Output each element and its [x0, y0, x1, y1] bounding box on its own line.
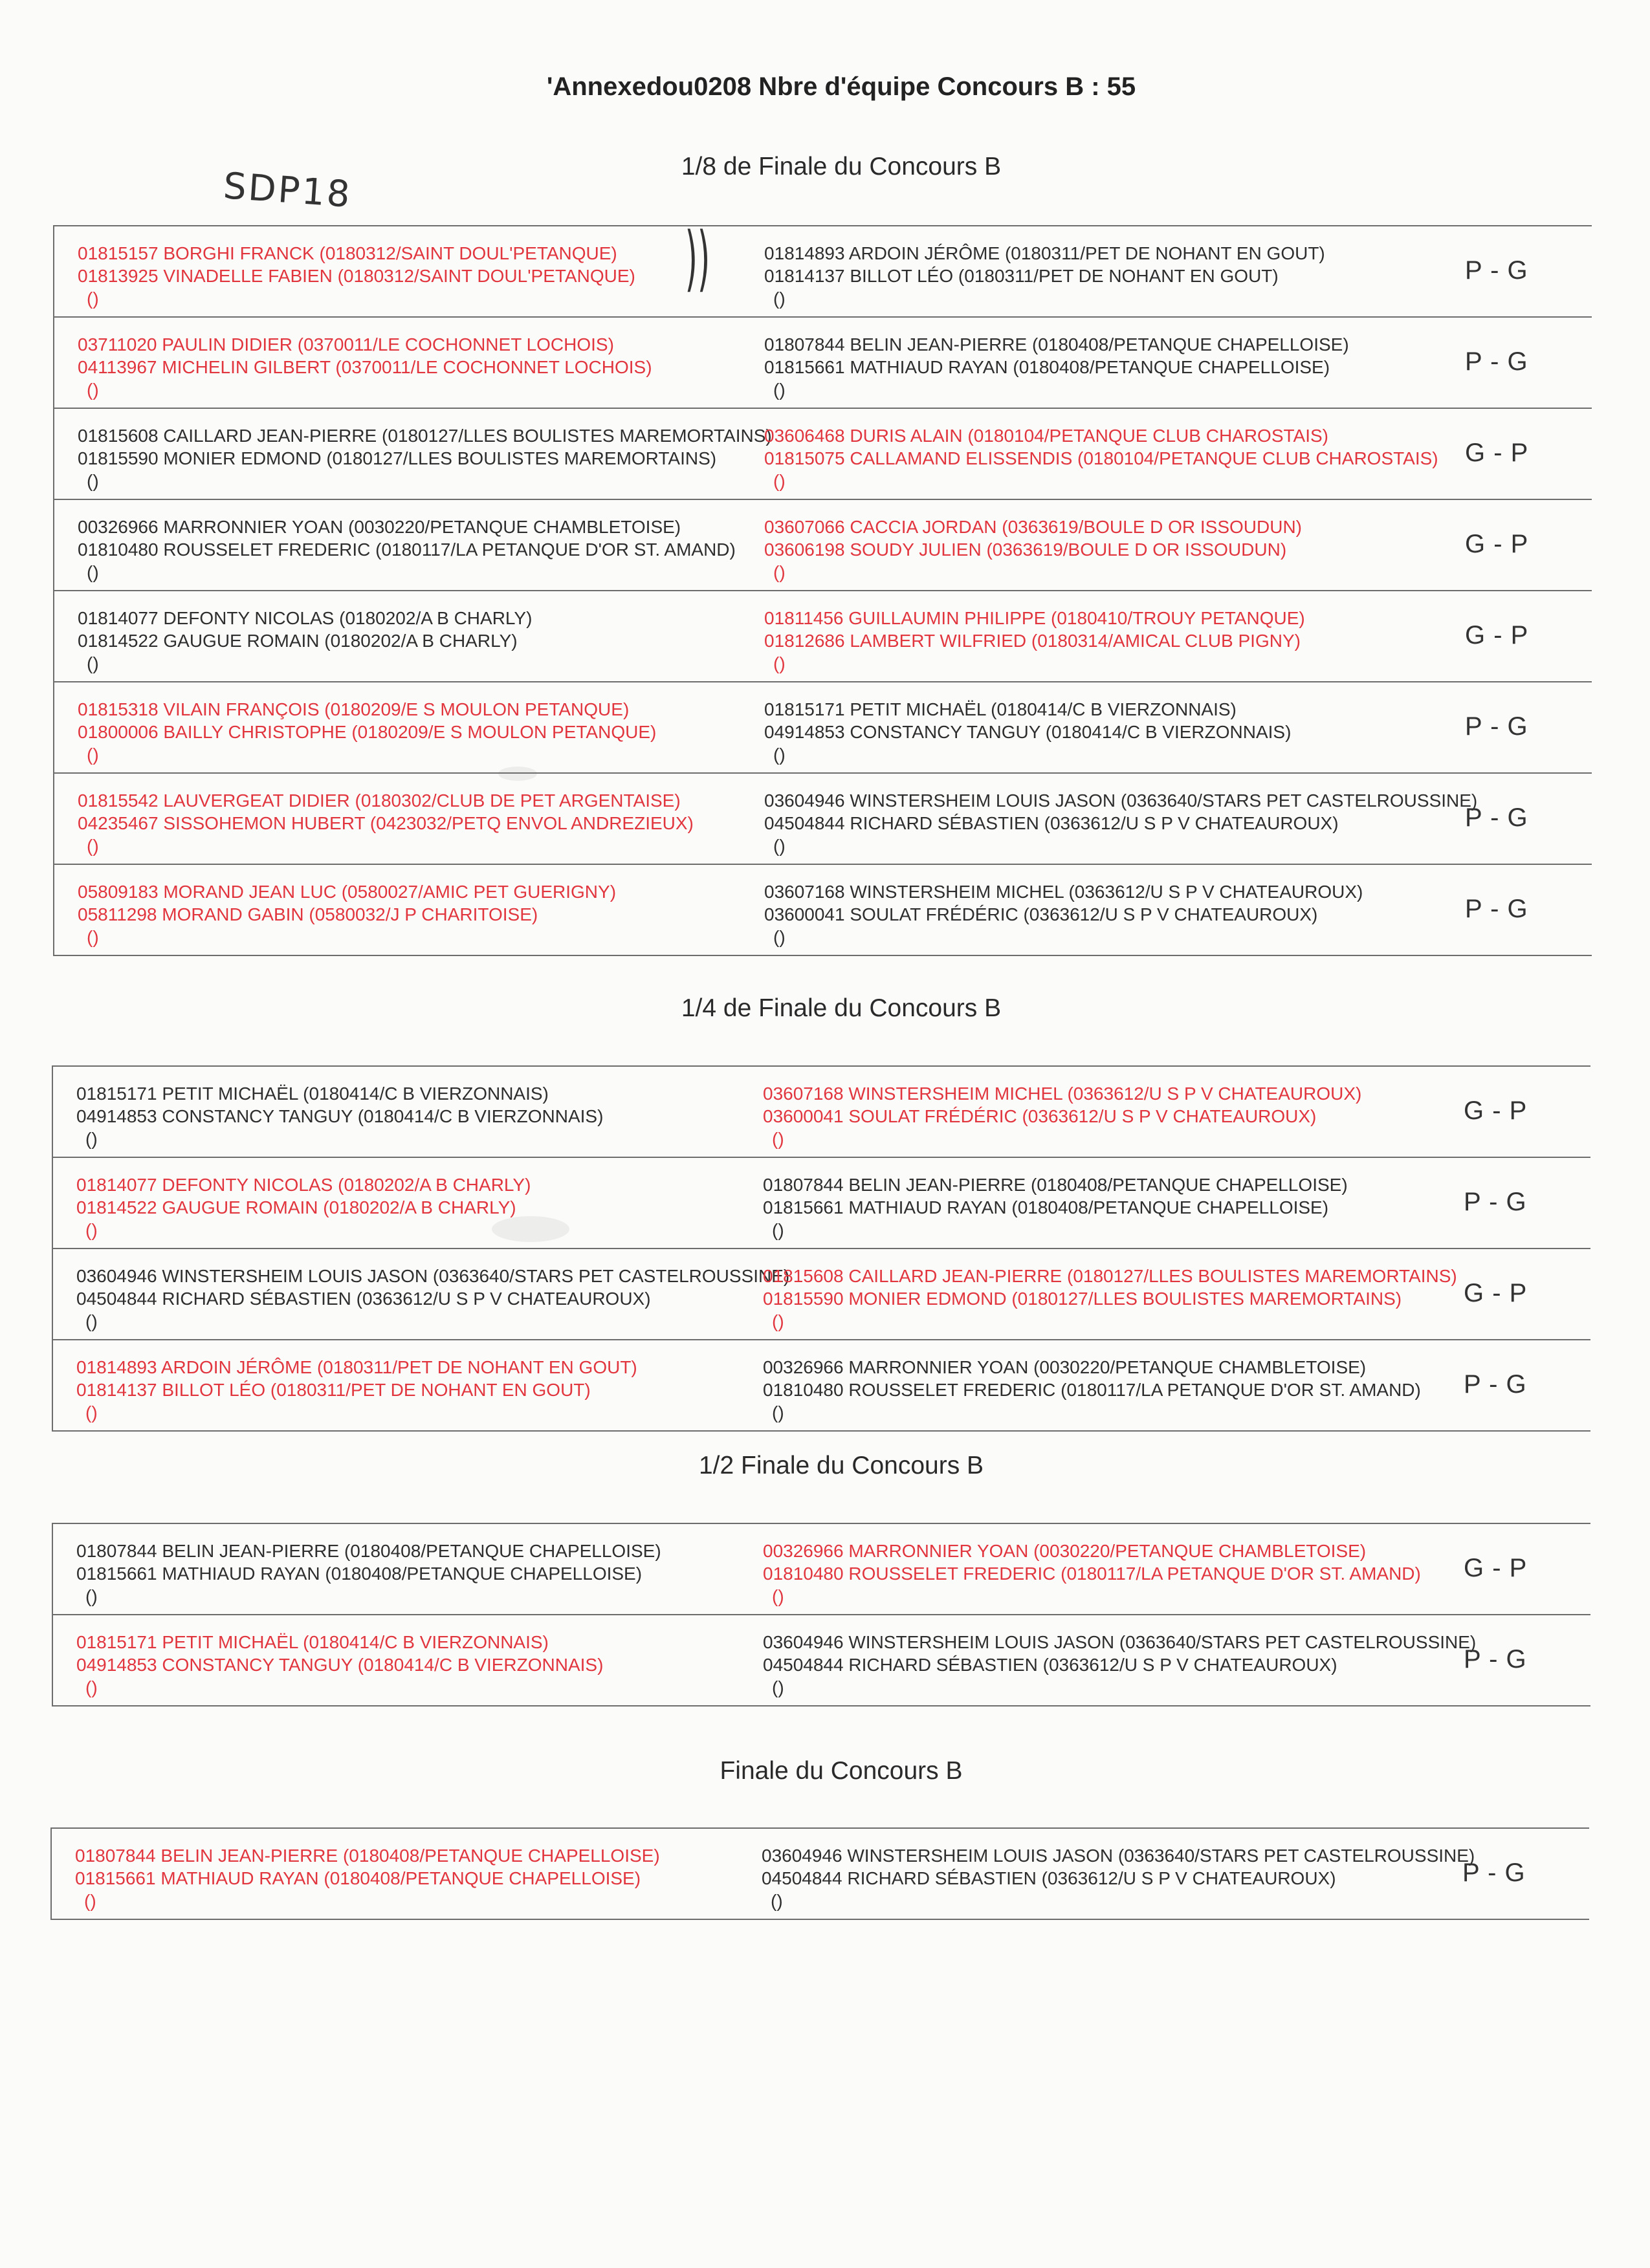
score-paren: (): [772, 1677, 784, 1697]
team-right: [763, 1265, 1457, 1333]
player-line: 03600041 SOULAT FRÉDÉRIC (0363612/U S P V CHATEAUROUX): [763, 1106, 1317, 1126]
player-line: 03604946 WINSTERSHEIM LOUIS JASON (0363640/STARS PET CASTELROUSSINE): [763, 1632, 1477, 1652]
match-row: [53, 682, 1592, 774]
player-line: 01815171 PETIT MICHAËL (0180414/C B VIERZONNAIS): [764, 699, 1237, 719]
player-line: 01814522 GAUGUE ROMAIN (0180202/A B CHARLY): [76, 1197, 516, 1217]
player-line: 01807844 BELIN JEAN-PIERRE (0180408/PETANQUE CHAPELLOISE): [763, 1175, 1348, 1195]
team-left: [78, 516, 736, 583]
match-table-final: [50, 1827, 1589, 1920]
player-line: 04914853 CONSTANCY TANGUY (0180414/C B VIERZONNAIS): [76, 1655, 604, 1675]
team-left: [78, 789, 694, 857]
score-paren: (): [85, 1129, 98, 1149]
document-title: 'Annexedou0208 Nbre d'équipe Concours B : 55: [546, 72, 1136, 101]
score-paren: (): [87, 745, 99, 765]
match-row: [52, 1249, 1590, 1340]
team-left: [78, 242, 635, 310]
player-line: 01810480 ROUSSELET FREDERIC (0180117/LA PETANQUE D'OR ST. AMAND): [78, 540, 736, 560]
player-line: 03604946 WINSTERSHEIM LOUIS JASON (0363640/STARS PET CASTELROUSSINE): [762, 1846, 1475, 1866]
player-line: 03607066 CACCIA JORDAN (0363619/BOULE D OR ISSOUDUN): [764, 517, 1302, 537]
score-paren: (): [773, 289, 786, 309]
player-line: 05811298 MORAND GABIN (0580032/J P CHARITOISE): [78, 904, 538, 924]
score-paren: (): [773, 653, 786, 673]
score-paren: (): [87, 927, 99, 947]
player-line: 01814077 DEFONTY NICOLAS (0180202/A B CHARLY): [78, 608, 533, 628]
player-line: 01815608 CAILLARD JEAN-PIERRE (0180127/LLES BOULISTES MAREMORTAINS): [78, 426, 772, 446]
match-row: [52, 1340, 1590, 1432]
player-line: 01815542 LAUVERGEAT DIDIER (0180302/CLUB DE PET ARGENTAISE): [78, 791, 681, 811]
player-line: 01813925 VINADELLE FABIEN (0180312/SAINT DOUL'PETANQUE): [78, 266, 635, 286]
score-paren: (): [773, 562, 786, 582]
player-line: 01814077 DEFONTY NICOLAS (0180202/A B CHARLY): [76, 1175, 531, 1195]
score-paren: (): [85, 1677, 98, 1697]
player-line: 03604946 WINSTERSHEIM LOUIS JASON (0363640/STARS PET CASTELROUSSINE): [76, 1266, 790, 1286]
player-line: 01800006 BAILLY CHRISTOPHE (0180209/E S MOULON PETANQUE): [78, 722, 657, 742]
team-right: [763, 1356, 1421, 1424]
score-paren: (): [87, 653, 99, 673]
player-line: 01807844 BELIN JEAN-PIERRE (0180408/PETANQUE CHAPELLOISE): [75, 1846, 660, 1866]
match-row: [52, 1615, 1590, 1706]
team-right: [764, 880, 1363, 948]
handwritten-bracket-mark: )): [685, 217, 710, 300]
team-right: [763, 1631, 1476, 1699]
team-left: [78, 880, 616, 948]
player-line: 01815318 VILAIN FRANÇOIS (0180209/E S MOULON PETANQUE): [78, 699, 630, 719]
team-right: [764, 789, 1477, 857]
handwritten-note: SDP18: [221, 165, 353, 216]
match-row: [52, 1158, 1590, 1249]
team-left: [76, 1540, 661, 1608]
player-line: 03606468 DURIS ALAIN (0180104/PETANQUE CLUB CHAROSTAIS): [764, 426, 1328, 446]
match-result: P - G: [1464, 1645, 1527, 1674]
team-left: [75, 1844, 660, 1912]
player-line: 03711020 PAULIN DIDIER (0370011/LE COCHONNET LOCHOIS): [78, 334, 614, 354]
player-line: 01814522 GAUGUE ROMAIN (0180202/A B CHARLY): [78, 631, 518, 651]
player-line: 04113967 MICHELIN GILBERT (0370011/LE COCHONNET LOCHOIS): [78, 357, 652, 377]
player-line: 04504844 RICHARD SÉBASTIEN (0363612/U S P V CHATEAUROUX): [762, 1868, 1336, 1888]
match-result: P - G: [1464, 1188, 1527, 1216]
player-line: 01815590 MONIER EDMOND (0180127/LLES BOULISTES MAREMORTAINS): [78, 448, 717, 468]
team-left: [78, 424, 772, 492]
score-paren: (): [772, 1311, 784, 1331]
team-left: [76, 1082, 603, 1150]
section-title-final: Finale du Concours B: [720, 1757, 963, 1785]
match-row: [53, 774, 1592, 865]
player-line: 05809183 MORAND JEAN LUC (0580027/AMIC PET GUERIGNY): [78, 882, 617, 902]
player-line: 01815157 BORGHI FRANCK (0180312/SAINT DOUL'PETANQUE): [78, 243, 617, 263]
match-row: [52, 1524, 1590, 1615]
player-line: 01814137 BILLOT LÉO (0180311/PET DE NOHANT EN GOUT): [76, 1380, 591, 1400]
score-paren: (): [87, 471, 99, 491]
team-left: [76, 1631, 603, 1699]
team-right: [763, 1173, 1348, 1241]
score-paren: (): [772, 1129, 784, 1149]
player-line: 04504844 RICHARD SÉBASTIEN (0363612/U S P V CHATEAUROUX): [763, 1655, 1337, 1675]
score-paren: (): [773, 380, 786, 400]
team-right: [764, 607, 1305, 675]
score-paren: (): [85, 1586, 98, 1606]
team-left: [76, 1265, 789, 1333]
player-line: 01807844 BELIN JEAN-PIERRE (0180408/PETANQUE CHAPELLOISE): [764, 334, 1349, 354]
match-result: P - G: [1462, 1859, 1526, 1887]
match-result: P - G: [1464, 1370, 1527, 1399]
player-line: 01814137 BILLOT LÉO (0180311/PET DE NOHANT EN GOUT): [764, 266, 1279, 286]
team-right: [764, 242, 1325, 310]
match-result: P - G: [1465, 712, 1528, 741]
player-line: 01815171 PETIT MICHAËL (0180414/C B VIERZONNAIS): [76, 1084, 549, 1104]
team-left: [78, 333, 652, 401]
player-line: 01815661 MATHIAUD RAYAN (0180408/PETANQUE CHAPELLOISE): [76, 1564, 643, 1584]
score-paren: (): [772, 1586, 784, 1606]
score-paren: (): [85, 1220, 98, 1240]
match-table-semi-finals: [52, 1523, 1590, 1706]
match-result: G - P: [1465, 621, 1529, 649]
score-paren: (): [773, 745, 786, 765]
score-paren: (): [772, 1402, 784, 1423]
match-row: [53, 865, 1592, 956]
match-result: G - P: [1465, 530, 1529, 558]
player-line: 04504844 RICHARD SÉBASTIEN (0363612/U S P V CHATEAUROUX): [764, 813, 1339, 833]
score-paren: (): [87, 562, 99, 582]
player-line: 00326966 MARRONNIER YOAN (0030220/PETANQUE CHAMBLETOISE): [763, 1541, 1367, 1561]
match-row: [53, 409, 1592, 500]
section-title-quarter-finals: 1/4 de Finale du Concours B: [681, 994, 1002, 1022]
match-row: [53, 500, 1592, 591]
player-line: 03606198 SOUDY JULIEN (0363619/BOULE D OR ISSOUDUN): [764, 540, 1287, 560]
match-result: P - G: [1465, 256, 1528, 285]
team-left: [78, 607, 532, 675]
score-paren: (): [85, 1402, 98, 1423]
player-line: 03607168 WINSTERSHEIM MICHEL (0363612/U S P V CHATEAUROUX): [763, 1084, 1362, 1104]
player-line: 01814893 ARDOIN JÉRÔME (0180311/PET DE NOHANT EN GOUT): [76, 1357, 637, 1377]
match-result: G - P: [1464, 1096, 1528, 1125]
player-line: 04914853 CONSTANCY TANGUY (0180414/C B VIERZONNAIS): [764, 722, 1292, 742]
section-title-eighth-finals: 1/8 de Finale du Concours B: [681, 153, 1002, 180]
player-line: 01811456 GUILLAUMIN PHILIPPE (0180410/TROUY PETANQUE): [764, 608, 1305, 628]
match-table-quarter-finals: [52, 1065, 1590, 1432]
score-paren: (): [87, 836, 99, 856]
team-left: [76, 1173, 531, 1241]
player-line: 01810480 ROUSSELET FREDERIC (0180117/LA PETANQUE D'OR ST. AMAND): [763, 1564, 1421, 1584]
player-line: 01814893 ARDOIN JÉRÔME (0180311/PET DE NOHANT EN GOUT): [764, 243, 1325, 263]
player-line: 01815661 MATHIAUD RAYAN (0180408/PETANQUE CHAPELLOISE): [75, 1868, 641, 1888]
player-line: 00326966 MARRONNIER YOAN (0030220/PETANQUE CHAMBLETOISE): [763, 1357, 1367, 1377]
team-right: [764, 516, 1302, 583]
player-line: 03604946 WINSTERSHEIM LOUIS JASON (0363640/STARS PET CASTELROUSSINE): [764, 791, 1478, 811]
team-left: [76, 1356, 637, 1424]
score-paren: (): [85, 1311, 98, 1331]
match-row: [50, 1829, 1589, 1920]
match-row: [53, 318, 1592, 409]
match-result: P - G: [1465, 895, 1528, 923]
section-title-semi-finals: 1/2 Finale du Concours B: [698, 1452, 984, 1479]
player-line: 01815608 CAILLARD JEAN-PIERRE (0180127/LLES BOULISTES MAREMORTAINS): [763, 1266, 1457, 1286]
team-right: [764, 698, 1291, 766]
match-result: P - G: [1465, 347, 1528, 376]
player-line: 01815075 CALLAMAND ELISSENDIS (0180104/PETANQUE CLUB CHAROSTAIS): [764, 448, 1438, 468]
match-row: [53, 591, 1592, 682]
player-line: 03607168 WINSTERSHEIM MICHEL (0363612/U S P V CHATEAUROUX): [764, 882, 1363, 902]
match-result: G - P: [1464, 1279, 1528, 1307]
team-right: [764, 333, 1349, 401]
score-paren: (): [87, 380, 99, 400]
score-paren: (): [771, 1891, 783, 1911]
team-right: [762, 1844, 1475, 1912]
player-line: 01815661 MATHIAUD RAYAN (0180408/PETANQUE CHAPELLOISE): [764, 357, 1330, 377]
player-line: 04504844 RICHARD SÉBASTIEN (0363612/U S P V CHATEAUROUX): [76, 1289, 651, 1309]
match-result: G - P: [1465, 439, 1529, 467]
score-paren: (): [773, 471, 786, 491]
player-line: 03600041 SOULAT FRÉDÉRIC (0363612/U S P V CHATEAUROUX): [764, 904, 1318, 924]
score-paren: (): [773, 836, 786, 856]
score-paren: (): [772, 1220, 784, 1240]
player-line: 01815661 MATHIAUD RAYAN (0180408/PETANQUE CHAPELLOISE): [763, 1197, 1329, 1217]
team-right: [764, 424, 1438, 492]
team-left: [78, 698, 656, 766]
team-right: [763, 1082, 1361, 1150]
player-line: 01815590 MONIER EDMOND (0180127/LLES BOULISTES MAREMORTAINS): [763, 1289, 1402, 1309]
player-line: 04235467 SISSOHEMON HUBERT (0423032/PETQ ENVOL ANDREZIEUX): [78, 813, 694, 833]
score-paren: (): [87, 289, 99, 309]
player-line: 01812686 LAMBERT WILFRIED (0180314/AMICAL CLUB PIGNY): [764, 631, 1301, 651]
player-line: 01810480 ROUSSELET FREDERIC (0180117/LA PETANQUE D'OR ST. AMAND): [763, 1380, 1421, 1400]
match-result: P - G: [1465, 803, 1528, 832]
score-paren: (): [84, 1891, 96, 1911]
player-line: 00326966 MARRONNIER YOAN (0030220/PETANQUE CHAMBLETOISE): [78, 517, 681, 537]
team-right: [763, 1540, 1421, 1608]
player-line: 01815171 PETIT MICHAËL (0180414/C B VIERZONNAIS): [76, 1632, 549, 1652]
score-paren: (): [773, 927, 786, 947]
match-row: [52, 1067, 1590, 1158]
match-result: G - P: [1464, 1554, 1528, 1582]
player-line: 04914853 CONSTANCY TANGUY (0180414/C B VIERZONNAIS): [76, 1106, 604, 1126]
player-line: 01807844 BELIN JEAN-PIERRE (0180408/PETANQUE CHAPELLOISE): [76, 1541, 661, 1561]
match-table-eighth-finals: [53, 225, 1592, 956]
match-row: [53, 226, 1592, 318]
